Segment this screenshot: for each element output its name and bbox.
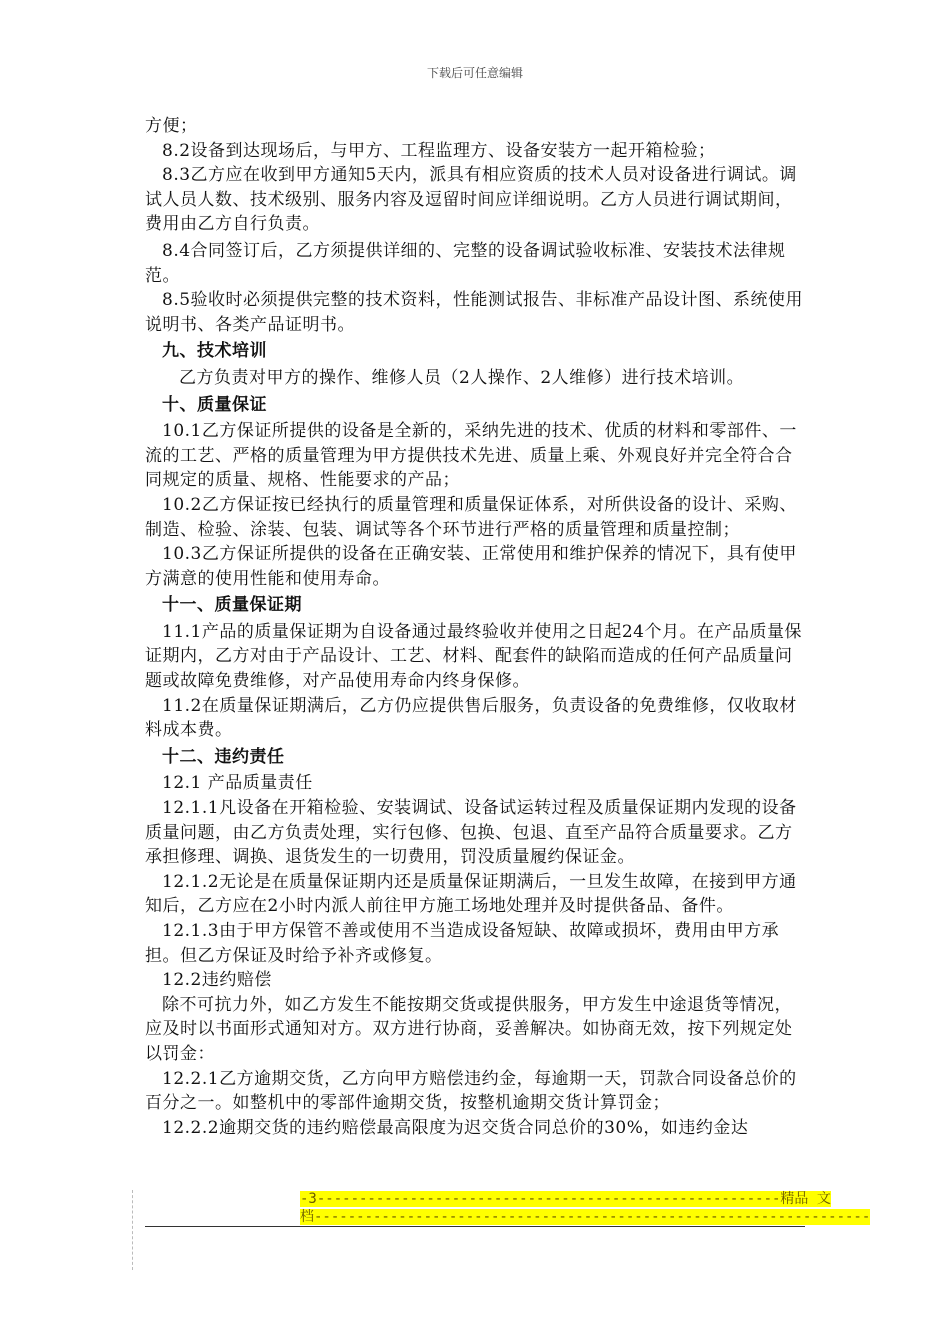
section-heading: 九、技术培训	[162, 341, 267, 362]
paragraph: 12.2.1乙方逾期交货，乙方向甲方赔偿违约金，每逾期一天，罚款合同设备总价的百分之一。如整机中的零部件逾期交货，按整机逾期交货计算罚金；	[145, 1068, 797, 1114]
paragraph: 12.1.3由于甲方保管不善或使用不当造成设备短缺、故障或损坏，费用由甲方承担。但乙方保证及时给予补齐或修复。	[145, 921, 780, 966]
footer-line: 档------------------------------------------------------------------	[300, 1209, 871, 1225]
paragraph: 10.3乙方保证所提供的设备在正确安装、正常使用和维护保养的情况下，具有使甲方满意的使用性能和使用寿命。	[145, 544, 797, 589]
paragraph: 11.1产品的质量保证期为自设备通过最终验收并使用之日起24个月。在产品质量保证期内，乙方对由于产品设计、工艺、材料、配套件的缺陷而造成的任何产品质量问题或故障免费维修，对产品使用寿命内终身保修。	[145, 621, 802, 692]
paragraph: 除不可抗力外，如乙方发生不能按期交货或提供服务，甲方发生中途退货等情况，应及时以书面形式通知对方。双方进行协商，妥善解决。如协商无效，按下列规定处以罚金：	[145, 994, 793, 1064]
page-footer	[300, 1190, 871, 1226]
paragraph: 12.2.2逾期交货的违约赔偿最高限度为迟交货合同总价的30%，如违约金达	[162, 1117, 749, 1138]
section-heading: 十、质量保证	[162, 394, 267, 415]
margin-marker	[132, 1190, 133, 1270]
paragraph: 11.2在质量保证期满后，乙方仍应提供售后服务，负责设备的免费维修，仅收取材料成本费。	[145, 695, 797, 741]
paragraph: 8.5验收时必须提供完整的技术资料，性能测试报告、非标准产品设计图、系统使用说明书、各类产品证明书。	[145, 290, 804, 335]
document-body	[145, 114, 807, 1140]
footer-divider	[145, 1226, 805, 1227]
page-header: 下载后可任意编辑	[426, 66, 523, 80]
section-heading: 十一、质量保证期	[162, 595, 302, 616]
paragraph: 乙方负责对甲方的操作、维修人员（2人操作、2人维修）进行技术培训。	[179, 367, 745, 388]
paragraph: 12.1.1凡设备在开箱检验、安装调试、设备试运转过程及质量保证期内发现的设备质量问题，由乙方负责处理，实行包修、包换、包退、直至产品符合质量要求。乙方承担修理、调换、退货发生的一切费用，罚没质量履约保证金。	[145, 798, 797, 868]
paragraph: 10.2乙方保证按已经执行的质量管理和质量保证体系，对所供设备的设计、采购、制造、检验、涂装、包装、调试等各个环节进行严格的质量管理和质量控制；	[145, 494, 797, 540]
paragraph: 12.1.2无论是在质量保证期内还是质量保证期满后，一旦发生故障，在接到甲方通知后，乙方应在2小时内派人前往甲方施工场地处理并及时提供备品、备件。	[145, 871, 797, 917]
section-heading: 十二、违约责任	[162, 746, 285, 767]
paragraph: 12.2违约赔偿	[162, 970, 272, 991]
paragraph: 8.3乙方应在收到甲方通知5天内，派具有相应资质的技术人员对设备进行调试。调试人员人数、技术级别、服务内容及逗留时间应详细说明。乙方人员进行调试期间，费用由乙方自行负责。	[145, 165, 797, 235]
paragraph: 8.2设备到达现场后，与甲方、工程监理方、设备安装方一起开箱检验；	[162, 140, 716, 161]
paragraph: 8.4合同签订后，乙方须提供详细的、完整的设备调试验收标准、安装技术法律规范。	[145, 240, 786, 286]
paragraph: 10.1乙方保证所提供的设备是全新的，采纳先进的技术、优质的材料和零部件、一流的工艺、严格的质量管理为甲方提供技术先进、质量上乘、外观良好并完全符合合同规定的质量、规格、性能要求的产品；	[145, 421, 797, 491]
footer-line: -3-------------------------------------------------------精品 文	[300, 1191, 831, 1207]
paragraph: 方便；	[145, 116, 198, 136]
paragraph: 12.1 产品质量责任	[162, 773, 313, 794]
